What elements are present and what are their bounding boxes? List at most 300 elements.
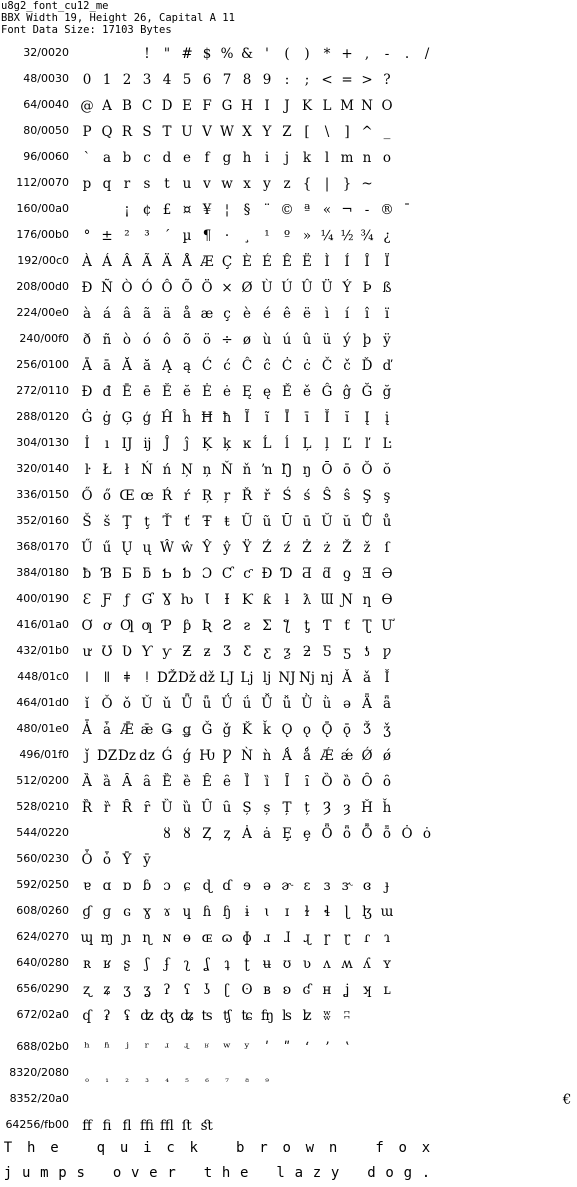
codepoint-label: 224/00e0 bbox=[16, 306, 69, 319]
glyph: O bbox=[381, 98, 393, 114]
glyph: Ǟ bbox=[362, 696, 372, 712]
glyph: Ũ bbox=[241, 514, 253, 530]
glyph: Ȳ bbox=[122, 852, 132, 868]
glyph: ƚ bbox=[284, 592, 290, 608]
codepoint-label: 560/0230 bbox=[16, 852, 69, 865]
glyph-cells bbox=[77, 771, 397, 795]
bbx-info: BBX Width 19, Height 26, Capital A 11 bbox=[1, 12, 235, 24]
glyph-cells bbox=[77, 797, 397, 821]
glyph: ÷ bbox=[221, 332, 233, 348]
glyph: Œ bbox=[119, 488, 135, 504]
glyph: Y bbox=[262, 124, 272, 140]
glyph: á bbox=[102, 306, 112, 322]
glyph: þ bbox=[362, 332, 372, 348]
glyph: U bbox=[181, 124, 193, 140]
glyph: ɑ bbox=[102, 878, 112, 894]
glyph: Ğ bbox=[361, 384, 373, 400]
sample-char: b bbox=[236, 1140, 245, 1156]
glyph: ǥ bbox=[182, 722, 192, 738]
sample-char: h bbox=[27, 1140, 36, 1156]
glyph-cells bbox=[77, 927, 397, 951]
sample-char: g bbox=[403, 1165, 413, 1181]
glyph: Ɯ bbox=[320, 592, 334, 608]
codepoint-label: 64/0040 bbox=[23, 98, 69, 111]
glyph: ʧ bbox=[222, 1008, 232, 1024]
glyph: ŧ bbox=[224, 514, 230, 530]
glyph: ǉ bbox=[262, 670, 272, 686]
glyph: ɩ bbox=[264, 904, 270, 920]
glyph: Ñ bbox=[101, 280, 113, 296]
glyph: ŷ bbox=[223, 540, 231, 556]
glyph: ș bbox=[263, 800, 271, 816]
glyph-row bbox=[0, 562, 440, 588]
glyph: â bbox=[122, 306, 132, 322]
glyph: Ȗ bbox=[201, 800, 213, 816]
glyph: Ǿ bbox=[361, 748, 373, 764]
glyph: ª bbox=[303, 202, 311, 218]
glyph: ȥ bbox=[223, 826, 231, 842]
glyph: Ǆ bbox=[157, 670, 178, 686]
glyph: q bbox=[102, 176, 112, 192]
glyph-cells bbox=[77, 95, 397, 119]
glyph: Ǽ bbox=[320, 748, 334, 764]
glyph: ʔ bbox=[163, 982, 171, 998]
glyph: Ǖ bbox=[181, 696, 193, 712]
glyph: A bbox=[102, 98, 112, 114]
glyph: Ă bbox=[122, 358, 132, 374]
glyph: Ť bbox=[162, 514, 172, 530]
glyph-cells bbox=[77, 173, 397, 197]
glyph: Ģ bbox=[121, 410, 133, 426]
glyph: ŗ bbox=[223, 488, 231, 504]
codepoint-label: 208/00d0 bbox=[16, 280, 69, 293]
glyph: D bbox=[161, 98, 173, 114]
glyph: ʅ bbox=[183, 956, 191, 972]
sample-char: w bbox=[305, 1140, 315, 1156]
glyph: ʼ bbox=[324, 1040, 330, 1056]
glyph: ʌ bbox=[323, 956, 331, 972]
glyph: Ȱ bbox=[81, 852, 93, 868]
glyph: ¨ bbox=[263, 202, 271, 218]
glyph: ź bbox=[283, 540, 291, 556]
glyph: ȁ bbox=[102, 774, 112, 790]
glyph: Ȉ bbox=[244, 774, 250, 790]
glyph-row bbox=[0, 796, 440, 822]
glyph: é bbox=[263, 306, 271, 322]
glyph: Á bbox=[102, 254, 112, 270]
sample-char: k bbox=[189, 1140, 198, 1156]
glyph: ț bbox=[304, 800, 310, 816]
glyph: l bbox=[324, 150, 330, 166]
glyph: ĉ bbox=[263, 358, 271, 374]
glyph: Į bbox=[364, 410, 370, 426]
glyph: Ž bbox=[342, 540, 352, 556]
glyph-cells bbox=[77, 823, 432, 847]
glyph: - bbox=[364, 202, 370, 218]
glyph: ɪ bbox=[284, 904, 290, 920]
glyph: ɚ bbox=[281, 878, 293, 894]
glyph: ǫ bbox=[302, 722, 312, 738]
glyph: 1 bbox=[102, 72, 112, 88]
glyph: ƾ bbox=[363, 644, 371, 660]
glyph: Ŗ bbox=[201, 488, 213, 504]
glyph: ʠ bbox=[82, 1008, 92, 1024]
glyph: Ǫ bbox=[281, 722, 293, 738]
glyph: Ǎ bbox=[342, 670, 352, 686]
sample-char: u bbox=[21, 1165, 31, 1181]
glyph: < bbox=[321, 72, 333, 88]
glyph-row bbox=[0, 484, 440, 510]
glyph: ﬆ bbox=[200, 1118, 214, 1134]
glyph: ǡ bbox=[102, 722, 112, 738]
glyph: H bbox=[241, 98, 253, 114]
sample-char: i bbox=[143, 1140, 152, 1156]
glyph: Æ bbox=[200, 254, 214, 270]
glyph: ɱ bbox=[100, 930, 114, 946]
codepoint-label: 176/00b0 bbox=[16, 228, 69, 241]
glyph: Ǔ bbox=[141, 696, 153, 712]
glyph: µ bbox=[182, 228, 192, 244]
glyph: ȋ bbox=[304, 774, 310, 790]
glyph: b bbox=[122, 150, 132, 166]
glyph: ĥ bbox=[182, 410, 192, 426]
glyph: Ȅ bbox=[162, 774, 172, 790]
glyph: ý bbox=[343, 332, 351, 348]
glyph-row bbox=[0, 978, 440, 1004]
glyph: ƞ bbox=[362, 592, 372, 608]
glyph: ö bbox=[202, 332, 212, 348]
glyph: Ě bbox=[282, 384, 292, 400]
codepoint-label: 320/0140 bbox=[16, 462, 69, 475]
glyph: Ƴ bbox=[142, 644, 152, 660]
glyph: ǃ bbox=[145, 670, 149, 686]
glyph: Ü bbox=[321, 280, 333, 296]
glyph: ȣ bbox=[163, 826, 171, 842]
glyph: Ʒ bbox=[223, 644, 231, 660]
glyph-cells bbox=[77, 1089, 572, 1113]
glyph: ʎ bbox=[363, 956, 371, 972]
glyph: Ň bbox=[221, 462, 233, 478]
glyph: ƺ bbox=[283, 644, 291, 660]
glyph: ; bbox=[304, 72, 310, 88]
glyph: ƽ bbox=[343, 644, 351, 660]
glyph: Ę bbox=[242, 384, 252, 400]
sample-char: d bbox=[367, 1165, 376, 1181]
glyph: ȧ bbox=[262, 826, 272, 842]
glyph: Ȕ bbox=[161, 800, 173, 816]
glyph-row bbox=[0, 354, 440, 380]
glyph: Ȍ bbox=[321, 774, 333, 790]
glyph: Ƽ bbox=[322, 644, 332, 660]
glyph: ǹ bbox=[262, 748, 272, 764]
glyph-cells bbox=[77, 953, 397, 977]
glyph: ₃ bbox=[145, 1075, 149, 1085]
codepoint-label: 112/0070 bbox=[16, 176, 69, 189]
font-name: u8g2_font_cu12_me bbox=[1, 0, 109, 12]
glyph: ɐ bbox=[82, 878, 92, 894]
glyph: Ȫ bbox=[321, 826, 333, 842]
glyph: ĩ bbox=[264, 410, 270, 426]
glyph: ʜ bbox=[322, 982, 332, 998]
glyph: ǩ bbox=[262, 722, 272, 738]
glyph: f bbox=[204, 150, 210, 166]
glyph: ȟ bbox=[382, 800, 392, 816]
glyph: o bbox=[382, 150, 392, 166]
glyph: ` bbox=[83, 150, 91, 166]
glyph: ə bbox=[263, 878, 271, 894]
glyph: ʥ bbox=[180, 1008, 194, 1024]
glyph: ' bbox=[265, 46, 269, 62]
glyph: Ŋ bbox=[281, 462, 293, 478]
glyph: § bbox=[243, 202, 251, 218]
glyph: ŭ bbox=[342, 514, 352, 530]
glyph: ú bbox=[282, 332, 292, 348]
glyph: ʄ bbox=[164, 956, 170, 972]
glyph: ě bbox=[303, 384, 311, 400]
glyph-row bbox=[0, 120, 440, 146]
glyph: Ǣ bbox=[120, 722, 134, 738]
codepoint-label: 512/0200 bbox=[16, 774, 69, 787]
glyph: _ bbox=[383, 124, 391, 140]
glyph: > bbox=[361, 72, 373, 88]
glyph: ǜ bbox=[322, 696, 332, 712]
glyph: ū bbox=[302, 514, 312, 530]
glyph: ī bbox=[304, 410, 310, 426]
glyph-row bbox=[0, 926, 440, 952]
glyph: Ř bbox=[241, 488, 253, 504]
glyph-cells bbox=[77, 147, 397, 171]
sample-char: o bbox=[112, 1165, 122, 1181]
glyph: Ÿ bbox=[242, 540, 252, 556]
glyph: ² bbox=[124, 228, 130, 244]
codepoint-label: 288/0120 bbox=[16, 410, 69, 423]
glyph-cells bbox=[77, 1115, 397, 1139]
glyph: ǿ bbox=[382, 748, 392, 764]
glyph: n bbox=[362, 150, 372, 166]
glyph: ƻ bbox=[302, 644, 312, 660]
glyph-row bbox=[0, 822, 440, 848]
glyph: Ƅ bbox=[162, 566, 172, 582]
glyph: 8 bbox=[242, 72, 252, 88]
glyph: ʛ bbox=[302, 982, 312, 998]
glyph: ¾ bbox=[360, 228, 374, 244]
glyph: # bbox=[181, 46, 193, 62]
glyph: Ƥ bbox=[162, 618, 172, 634]
glyph: ƴ bbox=[162, 644, 172, 660]
glyph: ő bbox=[102, 488, 112, 504]
glyph: ɭ bbox=[344, 904, 350, 920]
glyph: Ȁ bbox=[82, 774, 92, 790]
glyph: ɶ bbox=[201, 930, 213, 946]
glyph: Ŏ bbox=[361, 462, 373, 478]
glyph: Ȩ bbox=[282, 826, 292, 842]
glyph: ʖ bbox=[203, 982, 211, 998]
glyph: ɟ bbox=[384, 878, 390, 894]
glyph: ȕ bbox=[182, 800, 192, 816]
glyph: ¼ bbox=[320, 228, 334, 244]
glyph: u bbox=[182, 176, 192, 192]
glyph: ʙ bbox=[263, 982, 271, 998]
glyph: K bbox=[301, 98, 313, 114]
glyph: Ǝ bbox=[362, 566, 372, 582]
glyph: M bbox=[340, 98, 354, 114]
sample-char: e bbox=[240, 1165, 249, 1181]
glyph: ! bbox=[144, 46, 150, 62]
glyph: Ɛ bbox=[82, 592, 92, 608]
glyph: 6 bbox=[202, 72, 212, 88]
glyph: Ű bbox=[81, 540, 93, 556]
sample-char: p bbox=[58, 1165, 67, 1181]
glyph: Ò bbox=[121, 280, 133, 296]
glyph: ĸ bbox=[242, 436, 252, 452]
glyph-row bbox=[0, 1004, 440, 1030]
glyph: ǒ bbox=[122, 696, 132, 712]
glyph: Ð bbox=[81, 280, 93, 296]
glyph: ʘ bbox=[241, 982, 253, 998]
glyph: ǐ bbox=[84, 696, 90, 712]
glyph: h bbox=[242, 150, 252, 166]
glyph-row bbox=[0, 380, 440, 406]
glyph: ɻ bbox=[303, 930, 311, 946]
glyph: Ȋ bbox=[284, 774, 290, 790]
glyph: ǧ bbox=[222, 722, 232, 738]
sample-char: v bbox=[130, 1165, 140, 1181]
glyph: r bbox=[123, 176, 131, 192]
glyph: Ì bbox=[324, 254, 330, 270]
codepoint-label: 672/02a0 bbox=[16, 1008, 69, 1021]
glyph-cells bbox=[77, 277, 397, 301]
glyph-cells bbox=[77, 69, 397, 93]
sample-text-line-1 bbox=[0, 1138, 440, 1162]
glyph-cells bbox=[77, 1037, 397, 1061]
glyph: ǁ bbox=[103, 670, 111, 686]
glyph: Š bbox=[82, 514, 92, 530]
glyph: ʽ bbox=[344, 1040, 350, 1056]
glyph: t bbox=[164, 176, 170, 192]
glyph-cells bbox=[77, 511, 397, 535]
glyph: ﬂ bbox=[122, 1118, 132, 1134]
glyph: ï bbox=[384, 306, 390, 322]
sample-text-line-2 bbox=[0, 1163, 440, 1187]
glyph: 7 bbox=[222, 72, 232, 88]
codepoint-label: 352/0160 bbox=[16, 514, 69, 527]
glyph: Ƒ bbox=[102, 592, 112, 608]
glyph-row bbox=[0, 302, 440, 328]
glyph: Ý bbox=[342, 280, 352, 296]
codepoint-label: 432/01b0 bbox=[16, 644, 69, 657]
glyph-row bbox=[0, 276, 440, 302]
glyph: y bbox=[263, 176, 271, 192]
glyph: Ǡ bbox=[82, 722, 92, 738]
glyph: ƀ bbox=[82, 566, 92, 582]
glyph: Ā bbox=[82, 358, 92, 374]
glyph: Ţ bbox=[122, 514, 132, 530]
glyph: | bbox=[324, 176, 330, 192]
glyph: ´ bbox=[163, 228, 171, 244]
glyph: Ļ bbox=[302, 436, 312, 452]
glyph: J bbox=[284, 98, 290, 114]
glyph: ŏ bbox=[382, 462, 392, 478]
glyph-cells bbox=[77, 901, 397, 925]
glyph: ű bbox=[102, 540, 112, 556]
glyph: ĳ bbox=[143, 436, 151, 452]
glyph: ȯ bbox=[422, 826, 432, 842]
glyph: ì bbox=[324, 306, 330, 322]
glyph: Ɖ bbox=[261, 566, 273, 582]
glyph: E bbox=[182, 98, 192, 114]
glyph: ₉ bbox=[265, 1075, 269, 1085]
codepoint-label: 96/0060 bbox=[23, 150, 69, 163]
glyph: ʰ bbox=[84, 1040, 90, 1056]
codepoint-label: 544/0220 bbox=[16, 826, 69, 839]
glyph: ſ bbox=[384, 540, 390, 556]
glyph: ɝ bbox=[341, 878, 353, 894]
glyph: Ù bbox=[261, 280, 273, 296]
glyph: Ȧ bbox=[242, 826, 252, 842]
glyph-cells bbox=[77, 1063, 397, 1087]
glyph: s bbox=[143, 176, 151, 192]
glyph: . bbox=[404, 46, 410, 62]
glyph: ƥ bbox=[182, 618, 192, 634]
glyph: ɞ bbox=[362, 878, 372, 894]
glyph: [ bbox=[304, 124, 310, 140]
glyph: ȓ bbox=[143, 800, 151, 816]
glyph-row bbox=[0, 328, 440, 354]
glyph: ® bbox=[380, 202, 394, 218]
glyph: ľ bbox=[364, 436, 370, 452]
glyph: x bbox=[243, 176, 251, 192]
sample-char: c bbox=[166, 1140, 175, 1156]
glyph: * bbox=[323, 46, 331, 62]
glyph: ʺ bbox=[283, 1040, 291, 1056]
glyph: ʍ bbox=[341, 956, 353, 972]
glyph: ɢ bbox=[123, 904, 131, 920]
glyph-row bbox=[0, 146, 440, 172]
glyph: Ł bbox=[102, 462, 112, 478]
glyph: e bbox=[183, 150, 191, 166]
glyph: N bbox=[361, 98, 373, 114]
glyph: ƈ bbox=[243, 566, 251, 582]
glyph: 2 bbox=[122, 72, 132, 88]
glyph-cells bbox=[77, 615, 397, 639]
glyph: ɔ bbox=[163, 878, 171, 894]
glyph: ƭ bbox=[344, 618, 350, 634]
glyph: ƣ bbox=[141, 618, 153, 634]
glyph-cells bbox=[77, 875, 397, 899]
glyph: Ş bbox=[362, 488, 372, 504]
glyph: Ș bbox=[242, 800, 252, 816]
glyph: ʨ bbox=[241, 1008, 253, 1024]
codepoint-label: 400/0190 bbox=[16, 592, 69, 605]
glyph: Ǩ bbox=[241, 722, 253, 738]
glyph-row bbox=[0, 68, 440, 94]
glyph: Ɩ bbox=[204, 592, 210, 608]
glyph: ǋ bbox=[299, 670, 315, 686]
glyph: ǚ bbox=[282, 696, 292, 712]
glyph: Ĭ bbox=[324, 410, 330, 426]
codepoint-label: 272/0110 bbox=[16, 384, 69, 397]
glyph: ą bbox=[182, 358, 192, 374]
glyph: ņ bbox=[202, 462, 212, 478]
glyph: ƨ bbox=[243, 618, 251, 634]
glyph: , bbox=[364, 46, 370, 62]
glyph-cells bbox=[77, 433, 397, 457]
glyph: ȱ bbox=[102, 852, 112, 868]
glyph-row bbox=[0, 42, 440, 68]
glyph-row bbox=[0, 744, 440, 770]
glyph: Ħ bbox=[201, 410, 213, 426]
glyph: ë bbox=[303, 306, 311, 322]
